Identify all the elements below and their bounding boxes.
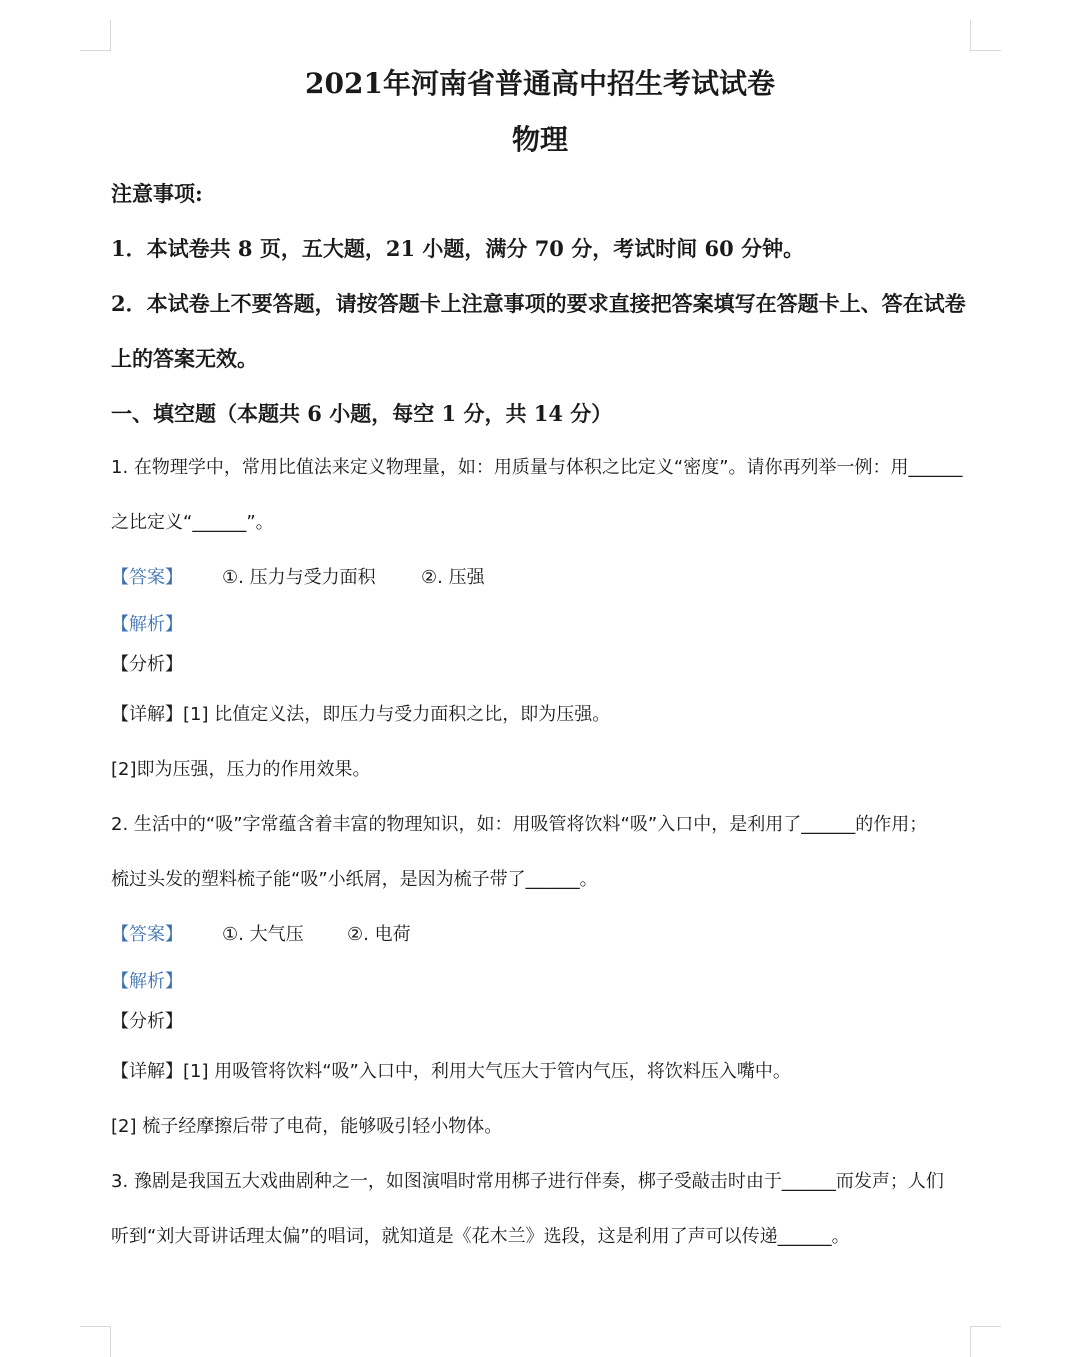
- crop-mark-top-right: [970, 20, 1001, 51]
- analysis-tag: 【解析】: [111, 971, 183, 992]
- question-2-line-1: 2. 生活中的“吸”字常蕴含着丰富的物理知识，如：用吸管将饮料“吸”入口中，是利用了______的作用；: [111, 814, 928, 835]
- subject-title: 物理: [511, 123, 568, 156]
- question-2-line-2: 梳过头发的塑料梳子能“吸”小纸屑，是因为梳子带了______。: [111, 869, 598, 890]
- question-2-answer-2: ②. 电荷: [347, 924, 411, 945]
- question-1-detail-2: [2]即为压强，压力的作用效果。: [111, 759, 371, 780]
- analysis-tag: 【解析】: [111, 614, 183, 635]
- question-1-line-2: 之比定义“______”。: [111, 512, 274, 533]
- fenxi-tag: 【分析】: [111, 654, 183, 675]
- question-1-answer-2: ②. 压强: [421, 567, 485, 588]
- question-1-detail-1: 【详解】[1] 比值定义法，即压力与受力面积之比，即为压强。: [111, 704, 611, 725]
- exam-title: 2021年河南省普通高中招生考试试卷: [305, 67, 775, 100]
- question-3-line-2: 听到“刘大哥讲话理太偏”的唱词，就知道是《花木兰》选段，这是利用了声可以传递______。: [111, 1226, 850, 1247]
- notice-item-1: 1．本试卷共 8 页，五大题，21 小题，满分 70 分，考试时间 60 分钟。: [111, 236, 805, 261]
- question-2-detail-1: 【详解】[1] 用吸管将饮料“吸”入口中，利用大气压大于管内气压，将饮料压入嘴中。: [111, 1061, 791, 1082]
- crop-mark-bottom-left: [80, 1326, 111, 1357]
- answer-tag: 【答案】: [111, 567, 183, 588]
- fenxi-tag: 【分析】: [111, 1011, 183, 1032]
- question-1-line-1: 1. 在物理学中，常用比值法来定义物理量，如：用质量与体积之比定义“密度”。请你再列举一例：用______: [111, 457, 963, 478]
- question-3-line-1: 3. 豫剧是我国五大戏曲剧种之一，如图演唱时常用梆子进行伴奏，梆子受敲击时由于______而发声；人们: [111, 1171, 944, 1192]
- crop-mark-top-left: [80, 20, 111, 51]
- notice-heading: 注意事项:: [111, 181, 203, 206]
- question-2-detail-2: [2] 梳子经摩擦后带了电荷，能够吸引轻小物体。: [111, 1116, 503, 1137]
- notice-item-2-line-1: 2．本试卷上不要答题，请按答题卡上注意事项的要求直接把答案填写在答题卡上、答在试卷: [111, 291, 966, 316]
- crop-mark-bottom-right: [970, 1326, 1001, 1357]
- notice-item-2-line-2: 上的答案无效。: [111, 346, 258, 371]
- section-heading: 一、填空题（本题共 6 小题，每空 1 分，共 14 分）: [111, 401, 613, 426]
- answer-tag: 【答案】: [111, 924, 183, 945]
- question-2-answer-1: ①. 大气压: [222, 924, 304, 945]
- question-1-answer-1: ①. 压力与受力面积: [222, 567, 376, 588]
